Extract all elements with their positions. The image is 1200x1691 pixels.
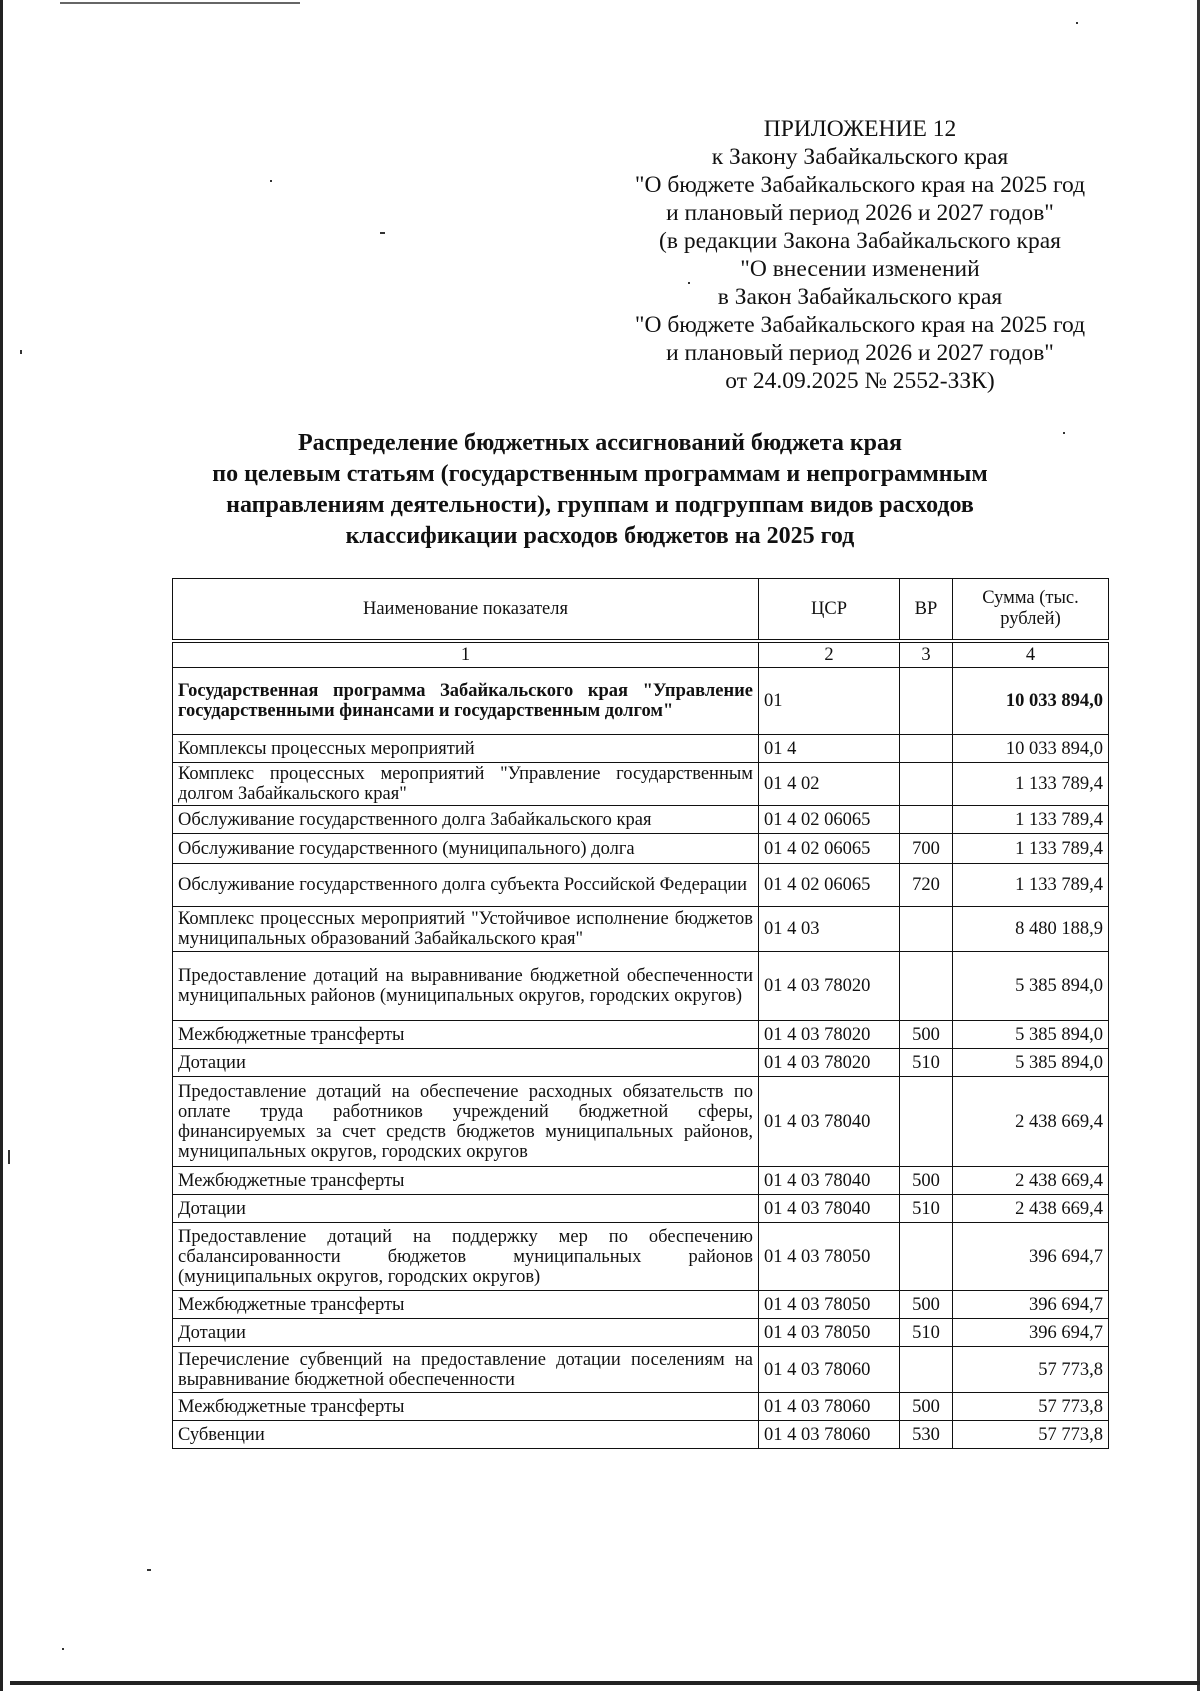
row-vr — [900, 668, 953, 735]
row-sum: 1 133 789,4 — [953, 763, 1109, 806]
header-line: в Закон Забайкальского края — [717, 284, 1003, 310]
row-sum: 5 385 894,0 — [953, 952, 1109, 1021]
row-csr: 01 4 — [759, 735, 900, 763]
row-vr: 500 — [900, 1393, 953, 1421]
row-name: Перечисление субвенций на предоставление дотации поселениям на выравнивание бюджетной обеспеченности — [173, 1347, 759, 1393]
header-line: "О бюджете Забайкальского края на 2025 год — [634, 312, 1086, 338]
header-line: "О бюджете Забайкальского края на 2025 год — [634, 172, 1086, 198]
row-vr — [900, 1077, 953, 1167]
row-sum: 1 133 789,4 — [953, 834, 1109, 864]
column-number: 4 — [953, 641, 1109, 668]
header-line: и плановый период 2026 и 2027 годов" — [666, 340, 1054, 366]
row-csr: 01 4 03 78040 — [759, 1195, 900, 1223]
title-line: классификации расходов бюджетов на 2025 год — [345, 523, 855, 549]
row-name: Межбюджетные трансферты — [173, 1393, 759, 1421]
table-row — [173, 1347, 1109, 1393]
appendix-header — [600, 115, 1120, 395]
row-vr: 500 — [900, 1291, 953, 1319]
row-name: Межбюджетные трансферты — [173, 1291, 759, 1319]
table-row — [173, 1195, 1109, 1223]
row-name: Комплекс процессных мероприятий "Управление государственным долгом Забайкальского края" — [173, 763, 759, 806]
scan-edge-bottom — [10, 1681, 1200, 1685]
header-line: (в редакции Закона Забайкальского края — [659, 228, 1061, 254]
row-sum: 57 773,8 — [953, 1393, 1109, 1421]
row-sum: 8 480 188,9 — [953, 907, 1109, 952]
table-row — [173, 1393, 1109, 1421]
column-number: 2 — [759, 641, 900, 668]
row-name: Обслуживание государственного долга Забайкальского края — [173, 806, 759, 834]
row-sum: 1 133 789,4 — [953, 806, 1109, 834]
row-csr: 01 4 03 78020 — [759, 952, 900, 1021]
column-header-csr: ЦСР — [759, 579, 900, 642]
row-sum: 57 773,8 — [953, 1421, 1109, 1449]
table-row — [173, 1223, 1109, 1291]
row-sum: 5 385 894,0 — [953, 1049, 1109, 1077]
row-csr: 01 4 03 — [759, 907, 900, 952]
column-number-row — [173, 641, 1109, 668]
title-line: по целевым статьям (государственным программам и непрограммным — [212, 461, 988, 487]
row-vr: 720 — [900, 864, 953, 907]
row-name: Дотации — [173, 1049, 759, 1077]
row-vr — [900, 763, 953, 806]
row-sum: 2 438 669,4 — [953, 1077, 1109, 1167]
row-csr: 01 4 03 78060 — [759, 1347, 900, 1393]
table-row — [173, 1049, 1109, 1077]
row-vr — [900, 952, 953, 1021]
header-line: и плановый период 2026 и 2027 годов" — [666, 200, 1054, 226]
column-header-sum-text: Сумма (тыс. рублей) — [982, 588, 1079, 629]
row-vr — [900, 907, 953, 952]
column-number: 1 — [173, 641, 759, 668]
column-header-vr: ВР — [900, 579, 953, 642]
row-csr: 01 4 03 78040 — [759, 1167, 900, 1195]
row-vr — [900, 1347, 953, 1393]
table-body — [173, 641, 1109, 1449]
header-line: ПРИЛОЖЕНИЕ 12 — [763, 116, 957, 142]
table-row — [173, 763, 1109, 806]
row-sum: 57 773,8 — [953, 1347, 1109, 1393]
table-header-row — [173, 579, 1109, 642]
row-vr — [900, 806, 953, 834]
row-csr: 01 4 03 78040 — [759, 1077, 900, 1167]
table-row — [173, 1167, 1109, 1195]
row-sum: 10 033 894,0 — [953, 668, 1109, 735]
table-row — [173, 834, 1109, 864]
row-sum: 396 694,7 — [953, 1291, 1109, 1319]
row-csr: 01 4 03 78060 — [759, 1421, 900, 1449]
row-csr: 01 4 02 06065 — [759, 864, 900, 907]
header-line: от 24.09.2025 № 2552-ЗЗК) — [725, 368, 995, 394]
row-name: Дотации — [173, 1195, 759, 1223]
scan-edge-left — [0, 0, 3, 1691]
table-row — [173, 1077, 1109, 1167]
table-row — [173, 952, 1109, 1021]
row-sum: 1 133 789,4 — [953, 864, 1109, 907]
row-vr: 510 — [900, 1319, 953, 1347]
row-name: Субвенции — [173, 1421, 759, 1449]
row-vr — [900, 735, 953, 763]
row-name: Обслуживание государственного долга субъекта Российской Федерации — [173, 864, 759, 907]
row-sum: 396 694,7 — [953, 1319, 1109, 1347]
row-vr: 510 — [900, 1195, 953, 1223]
row-csr: 01 4 03 78060 — [759, 1393, 900, 1421]
row-sum: 2 438 669,4 — [953, 1195, 1109, 1223]
row-csr: 01 4 02 — [759, 763, 900, 806]
scan-edge-top — [60, 2, 300, 4]
table-row — [173, 864, 1109, 907]
row-name: Предоставление дотаций на обеспечение расходных обязательств по оплате труда работников учреждений бюджетной сферы, финансируемых за счет средств бюджетов муниципальных районов, муниципальных округов, городских округов — [173, 1077, 759, 1167]
document-title — [150, 428, 1050, 552]
column-header-name: Наименование показателя — [173, 579, 759, 642]
row-name: Межбюджетные трансферты — [173, 1167, 759, 1195]
budget-table — [172, 578, 1109, 1449]
row-sum: 5 385 894,0 — [953, 1021, 1109, 1049]
table-row — [173, 907, 1109, 952]
row-name: Предоставление дотаций на поддержку мер по обеспечению сбалансированности бюджетов муниципальных районов (муниципальных округов, городских округов) — [173, 1223, 759, 1291]
row-name: Межбюджетные трансферты — [173, 1021, 759, 1049]
row-name: Комплексы процессных мероприятий — [173, 735, 759, 763]
row-vr: 510 — [900, 1049, 953, 1077]
title-line: направлениям деятельности), группам и подгруппам видов расходов — [226, 492, 974, 518]
row-name: Дотации — [173, 1319, 759, 1347]
table-row — [173, 1291, 1109, 1319]
table-row — [173, 1021, 1109, 1049]
row-csr: 01 — [759, 668, 900, 735]
row-name: Обслуживание государственного (муниципального) долга — [173, 834, 759, 864]
row-vr — [900, 1223, 953, 1291]
header-line: к Закону Забайкальского края — [711, 144, 1009, 170]
row-sum: 2 438 669,4 — [953, 1167, 1109, 1195]
table-row — [173, 806, 1109, 834]
row-sum: 396 694,7 — [953, 1223, 1109, 1291]
row-csr: 01 4 03 78020 — [759, 1049, 900, 1077]
row-name: Комплекс процессных мероприятий "Устойчивое исполнение бюджетов муниципальных образований Забайкальского края" — [173, 907, 759, 952]
row-sum: 10 033 894,0 — [953, 735, 1109, 763]
row-csr: 01 4 03 78050 — [759, 1223, 900, 1291]
row-csr: 01 4 03 78050 — [759, 1291, 900, 1319]
table-row — [173, 1319, 1109, 1347]
header-line: "О внесении изменений — [740, 256, 980, 282]
row-csr: 01 4 03 78050 — [759, 1319, 900, 1347]
row-vr: 530 — [900, 1421, 953, 1449]
table-row — [173, 1421, 1109, 1449]
row-vr: 700 — [900, 834, 953, 864]
row-csr: 01 4 02 06065 — [759, 834, 900, 864]
row-name: Предоставление дотаций на выравнивание бюджетной обеспеченности муниципальных районов (муниципальных округов, городских округов) — [173, 952, 759, 1021]
row-csr: 01 4 03 78020 — [759, 1021, 900, 1049]
column-number: 3 — [900, 641, 953, 668]
row-vr: 500 — [900, 1021, 953, 1049]
row-csr: 01 4 02 06065 — [759, 806, 900, 834]
table-row — [173, 735, 1109, 763]
table-row — [173, 668, 1109, 735]
row-name: Государственная программа Забайкальского края "Управление государственными финансами и государственным долгом" — [173, 668, 759, 735]
row-vr: 500 — [900, 1167, 953, 1195]
title-line: Распределение бюджетных ассигнований бюджета края — [297, 430, 903, 456]
column-header-sum — [953, 579, 1109, 642]
